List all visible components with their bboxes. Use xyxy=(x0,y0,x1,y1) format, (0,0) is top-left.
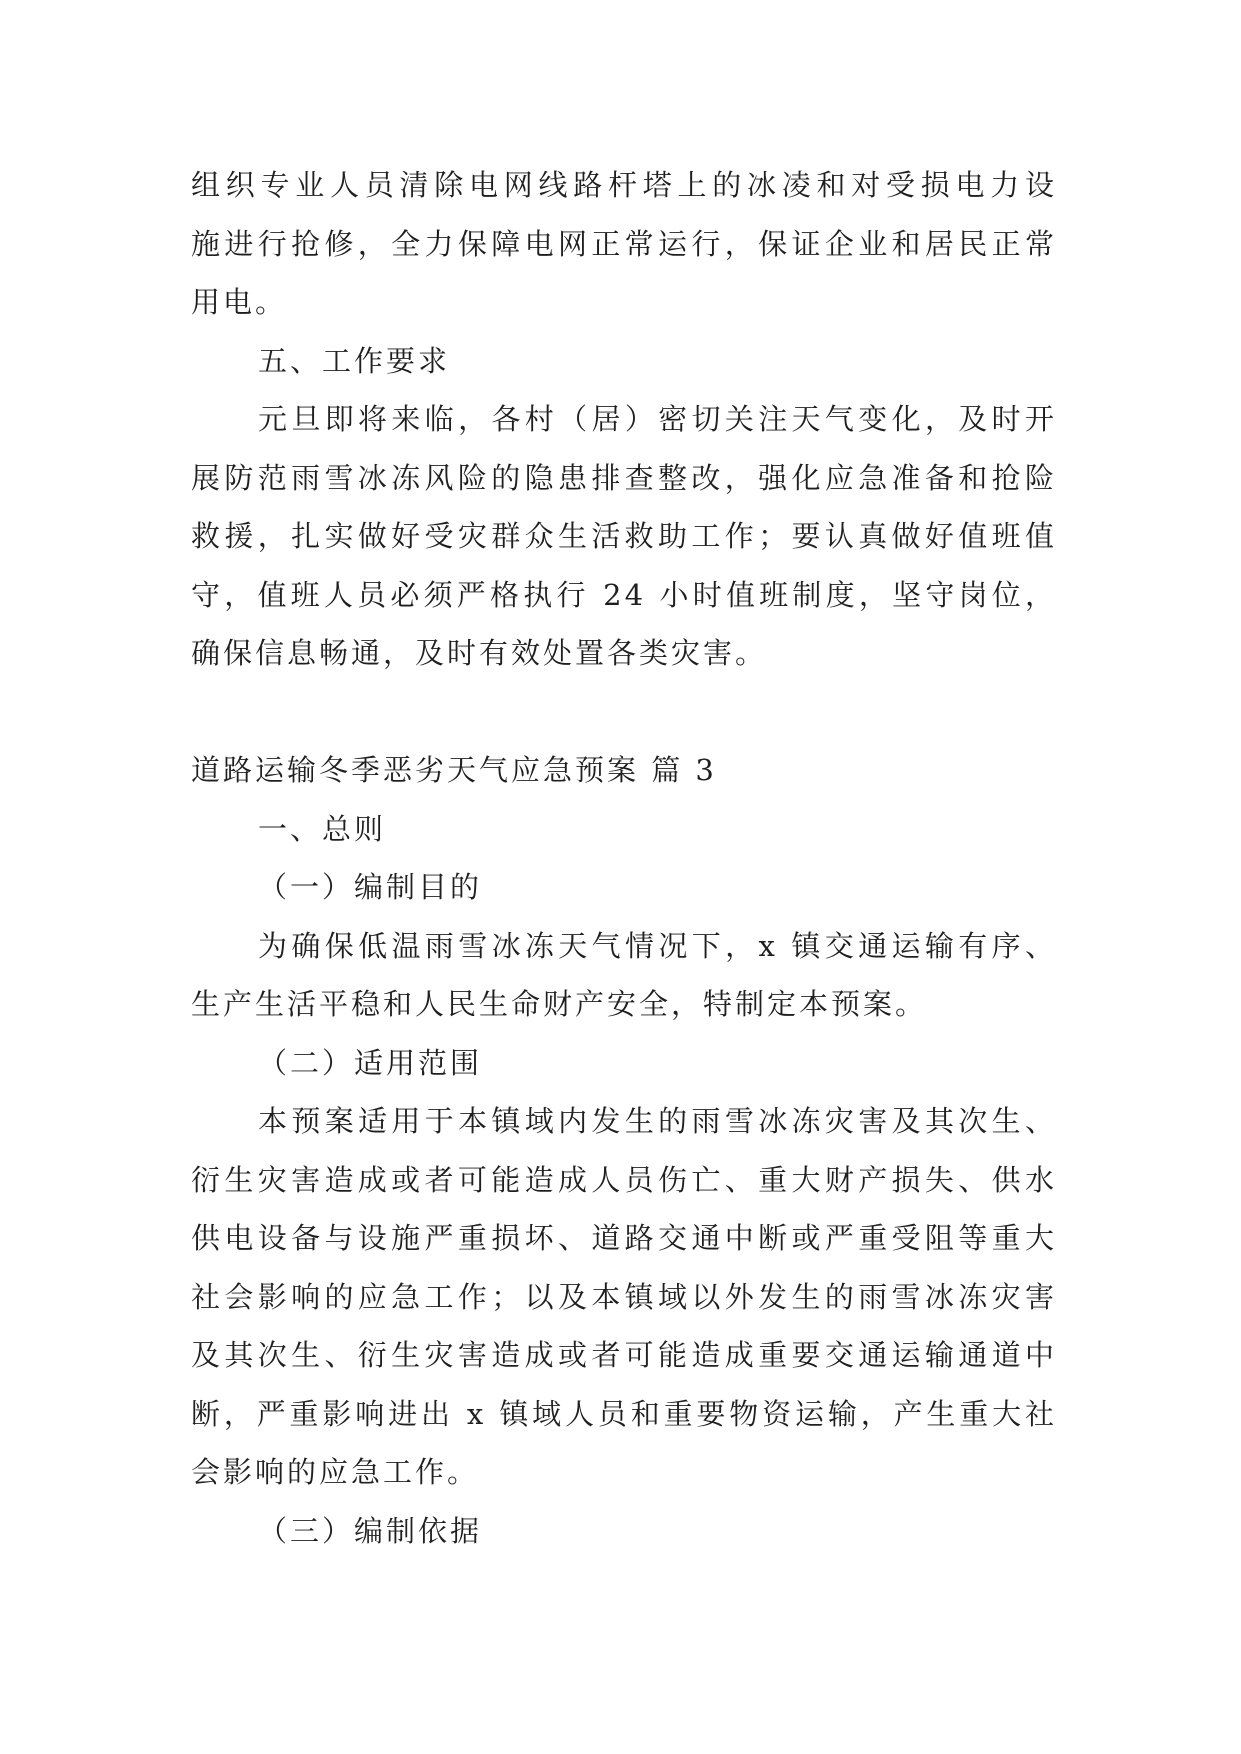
subsection-heading: （一）编制目的 xyxy=(258,870,483,904)
text-line: 供电设备与设施严重损坏、道路交通中断或严重受阻等重大 xyxy=(191,1221,1057,1255)
text-line: 生产生活平稳和人民生命财产安全，特制定本预案。 xyxy=(191,987,928,1021)
text-line: 为确保低温雨雪冰冻天气情况下，x 镇交通运输有序、 xyxy=(258,928,1057,963)
text-line: 元旦即将来临，各村（居）密切关注天气变化，及时开 xyxy=(258,402,1057,436)
subsection-heading: （二）适用范围 xyxy=(258,1045,483,1080)
section-heading: 五、工作要求 xyxy=(258,343,451,378)
text-line: 用电。 xyxy=(191,285,288,319)
text-line: 救援，扎实做好受灾群众生活救助工作；要认真做好值班值 xyxy=(191,519,1057,553)
text-line: 展防范雨雪冰冻风险的隐患排查整改，强化应急准备和抢险 xyxy=(191,460,1057,495)
text-line: 及其次生、衍生灾害造成或者可能造成重要交通运输通道中 xyxy=(191,1338,1057,1372)
text-line: 会影响的应急工作。 xyxy=(191,1455,480,1489)
text-line: 社会影响的应急工作；以及本镇域以外发生的雨雪冰冻灾害 xyxy=(191,1279,1057,1314)
article-title: 道路运输冬季恶劣天气应急预案 篇 3 xyxy=(191,753,717,787)
blank-line xyxy=(191,683,1057,742)
text-line: 本预案适用于本镇域内发生的雨雪冰冻灾害及其次生、 xyxy=(258,1104,1057,1138)
subsection-heading: （三）编制依据 xyxy=(258,1513,483,1548)
section-work-requirements xyxy=(191,332,1057,683)
text-line: 守，值班人员必须严格执行 24 小时值班制度，坚守岗位， xyxy=(191,577,1057,612)
text-line: 组织专业人员清除电网线路杆塔上的冰凌和对受损电力设 xyxy=(191,168,1057,202)
text-line: 断，严重影响进出 x 镇域人员和重要物资运输，产生重大社 xyxy=(191,1396,1057,1431)
continuation-paragraph xyxy=(191,156,1057,332)
text-line: 衍生灾害造成或者可能造成人员伤亡、重大财产损失、供水 xyxy=(191,1162,1057,1197)
text-line: 施进行抢修，全力保障电网正常运行，保证企业和居民正常 xyxy=(191,226,1057,261)
document-body xyxy=(191,156,1057,1560)
text-line: 确保信息畅通，及时有效处置各类灾害。 xyxy=(191,636,768,670)
article xyxy=(191,741,1057,1560)
part-heading: 一、总则 xyxy=(258,811,387,846)
